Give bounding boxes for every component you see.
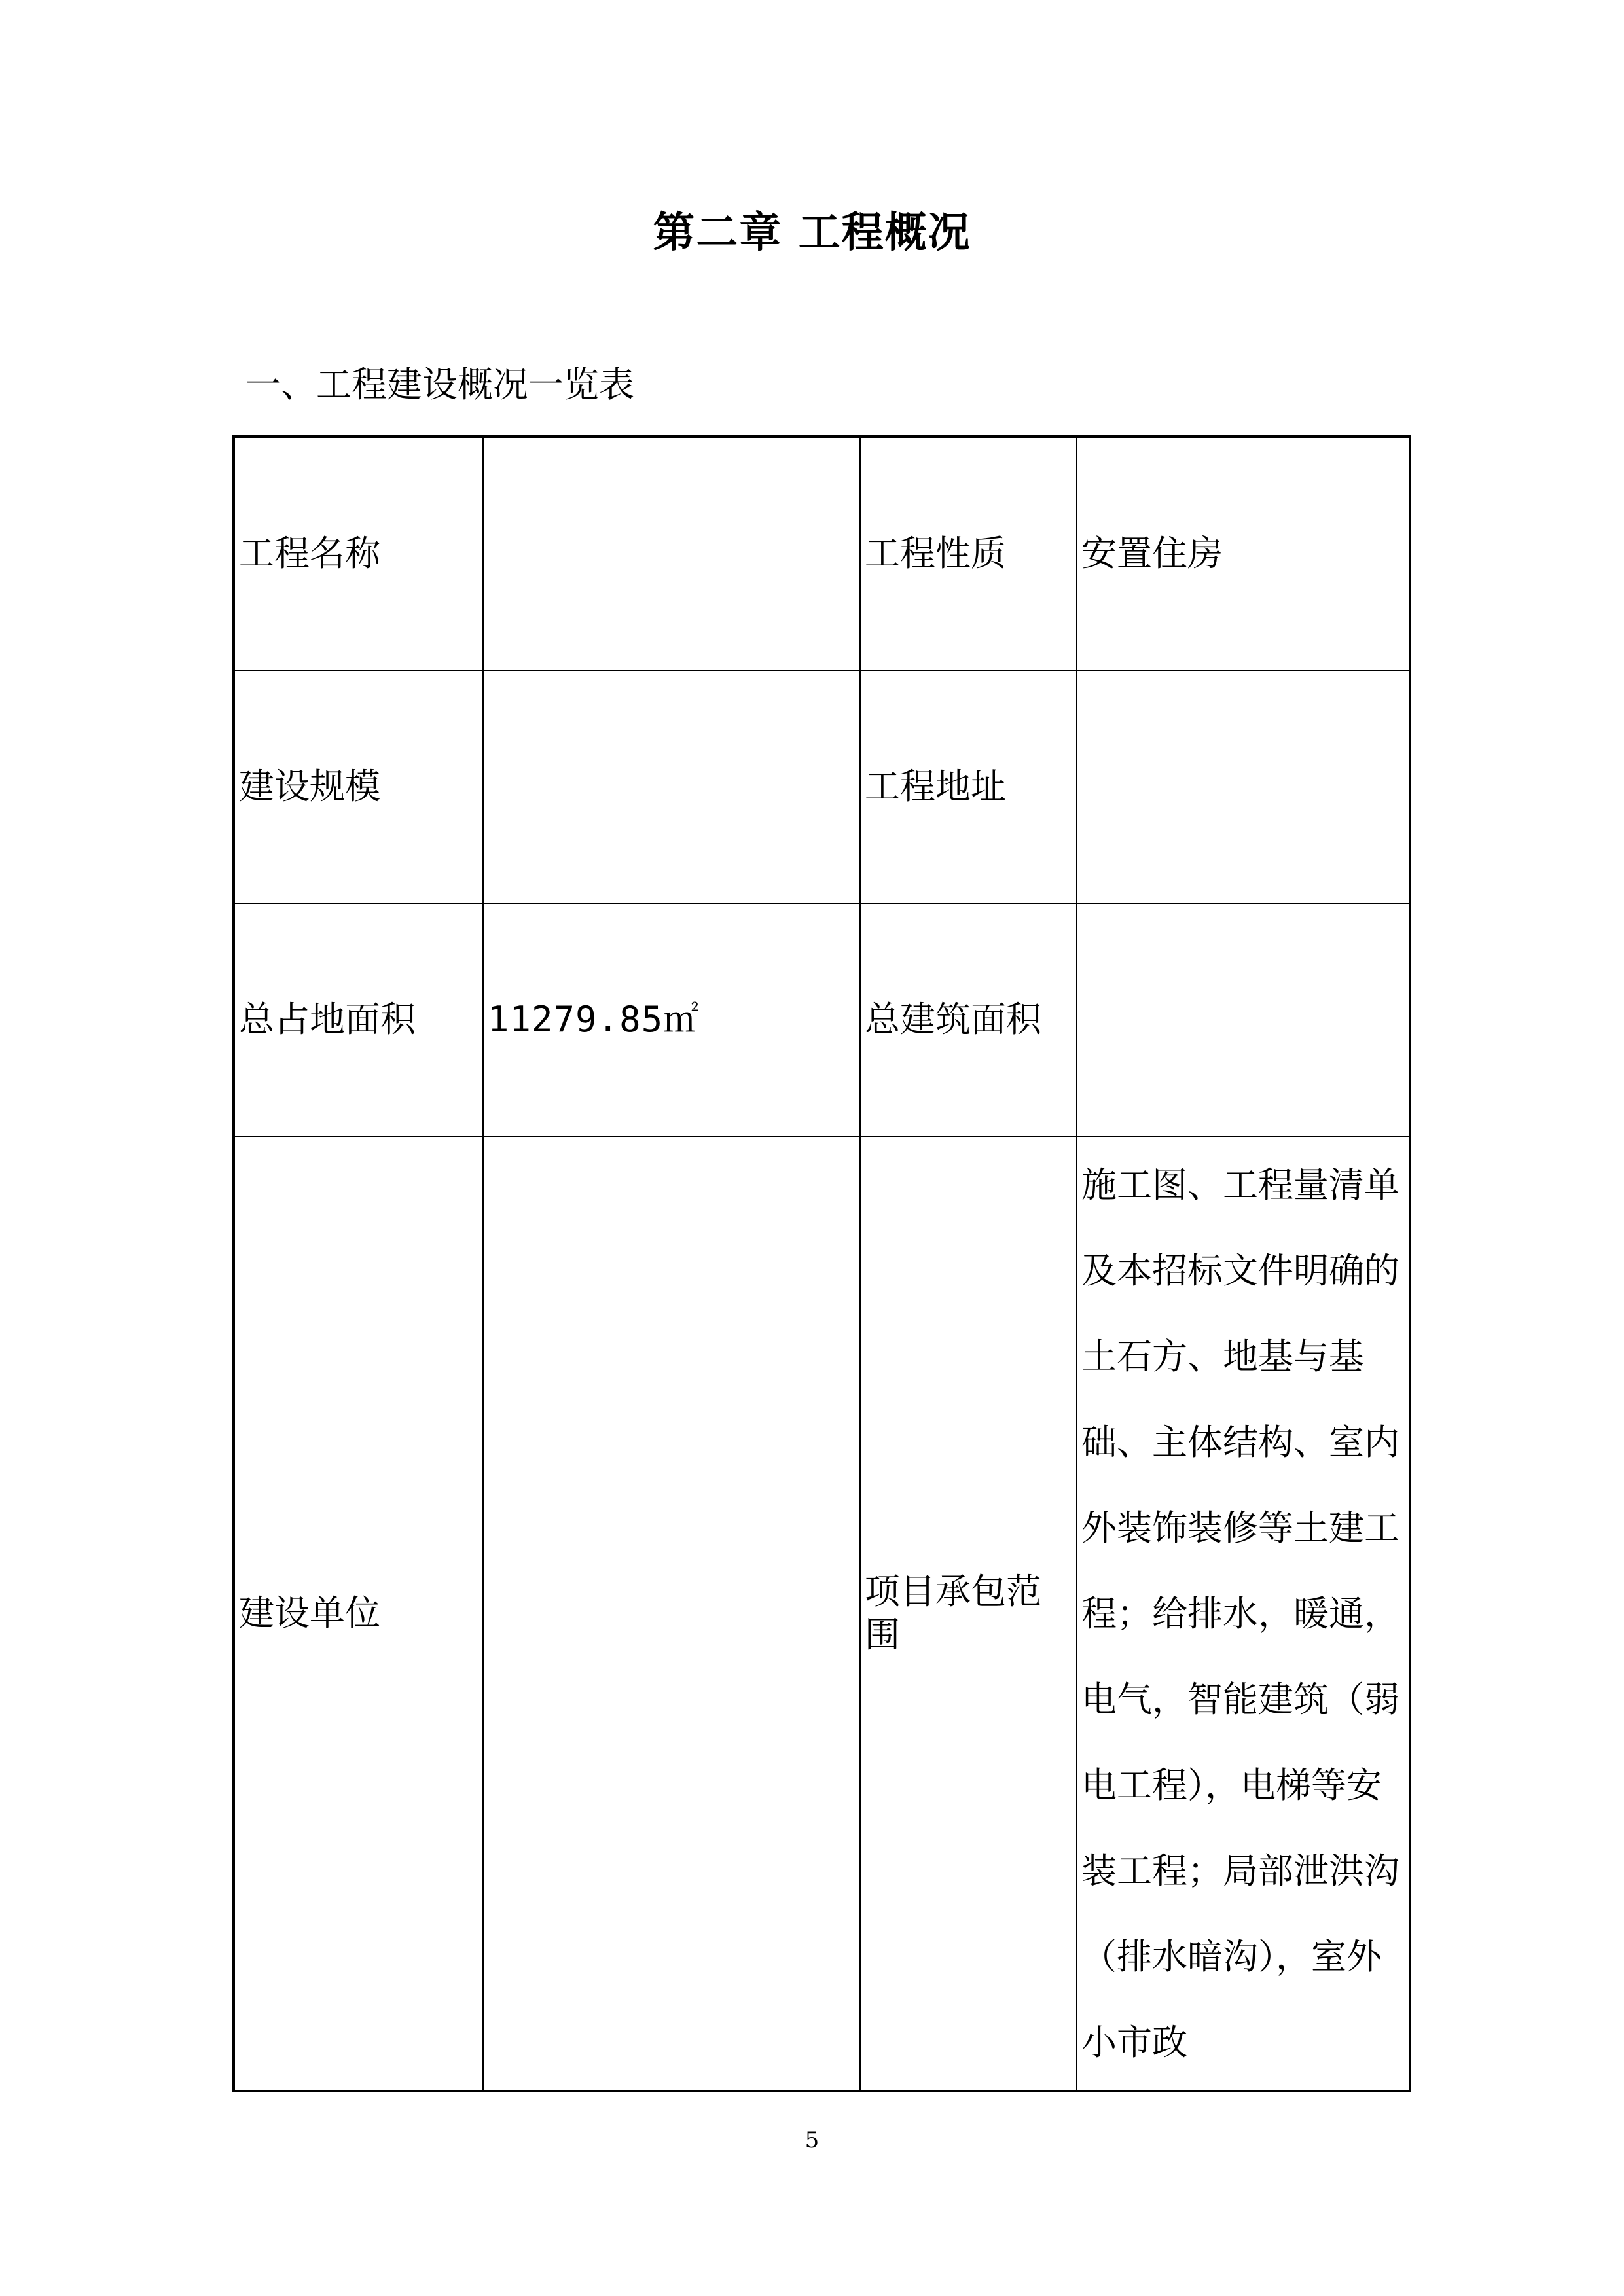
- section-title: 一、工程建设概况一览表: [245, 364, 634, 405]
- project-name-label: 工程名称: [234, 437, 483, 670]
- table-row: [234, 437, 1410, 670]
- project-address-label: 工程地址: [860, 670, 1077, 903]
- project-nature-value: 安置住房: [1077, 437, 1410, 670]
- table-row: [234, 1136, 1410, 2091]
- total-building-area-label: 总建筑面积: [860, 903, 1077, 1136]
- construction-unit-label: 建设单位: [234, 1136, 483, 2091]
- page-number: 5: [804, 2127, 820, 2153]
- total-land-area-value: 11279.85㎡: [483, 903, 860, 1136]
- total-building-area-value: [1077, 903, 1410, 1136]
- construction-unit-value: [483, 1136, 860, 2091]
- chapter-title: 第二章 工程概况: [653, 209, 971, 257]
- table-row: [234, 903, 1410, 1136]
- contract-scope-value: 施工图、工程量清单及本招标文件明确的土石方、地基与基础、主体结构、室内外装饰装修等土建工程；给排水，暖通，电气，智能建筑（弱电工程），电梯等安装工程；局部泄洪沟（排水暗沟），室外小市政: [1077, 1136, 1410, 2091]
- project-address-value: [1077, 670, 1410, 903]
- contract-scope-label: 项目承包范围: [860, 1136, 1077, 2091]
- project-name-value: [483, 437, 860, 670]
- table-row: [234, 670, 1410, 903]
- construction-scale-label: 建设规模: [234, 670, 483, 903]
- project-nature-label: 工程性质: [860, 437, 1077, 670]
- project-overview-table: [232, 435, 1411, 2092]
- total-land-area-label: 总占地面积: [234, 903, 483, 1136]
- construction-scale-value: [483, 670, 860, 903]
